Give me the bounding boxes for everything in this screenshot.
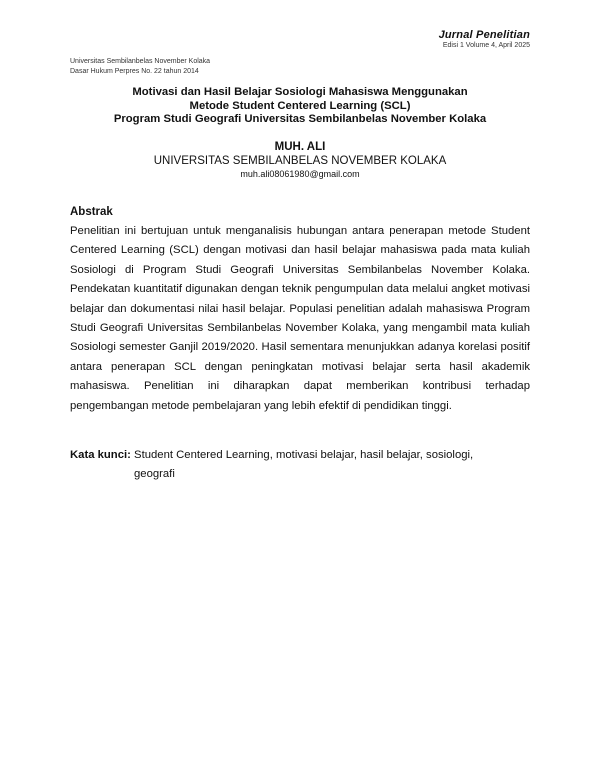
keywords-line-1 xyxy=(70,446,530,465)
journal-name: Jurnal Penelitian xyxy=(438,29,530,41)
institution-header xyxy=(70,57,210,77)
author-block xyxy=(70,140,530,180)
author-affiliation: UNIVERSITAS SEMBILANBELAS NOVEMBER KOLAKA xyxy=(153,155,447,167)
institution-name: Universitas Sembilanbelas November Kolaka xyxy=(70,58,211,65)
title-line-3: Program Studi Geografi Universitas Sembilanbelas November Kolaka xyxy=(113,113,487,125)
keywords-label: Kata kunci: xyxy=(70,449,131,461)
journal-header xyxy=(439,29,530,49)
keywords xyxy=(70,446,530,485)
author-email: muh.ali08061980@gmail.com xyxy=(240,169,360,179)
keywords-line-2: geografi xyxy=(134,468,175,481)
keywords-text: Student Centered Learning, motivasi belajar, hasil belajar, sosiologi, xyxy=(130,449,474,461)
title-line-1: Motivasi dan Hasil Belajar Sosiologi Mahasiswa Menggunakan xyxy=(132,86,468,98)
title-line-2: Metode Student Centered Learning (SCL) xyxy=(189,99,411,112)
abstract-body: Penelitian ini bertujuan untuk menganalisis hubungan antara penerapan metode Student Centered Learning (SCL) dengan motivasi dan hasil belajar mahasiswa pada mata kuliah Sosiologi di Program Studi Geografi Universitas Sembilanbelas November Kolaka. Pendekatan kuantitatif digunakan dengan teknik pengumpulan data melalui angket motivasi belajar dan dokumentasi nilai hasil belajar. Populasi penelitian adalah mahasiswa Program Studi Geografi Universitas Sembilanbelas November Kolaka, yang mengambil mata kuliah Sosiologi semester Ganjil 2019/2020. Hasil sementara menunjukkan adanya korelasi positif antara penerapan SCL dengan peningkatan motivasi belajar serta hasil akademik mahasiswa. Penelitian ini diharapkan dapat memberikan kontribusi terhadap pengembangan metode pembelajaran yang lebih efektif di pendidikan tinggi. xyxy=(70,225,530,412)
abstract-heading: Abstrak xyxy=(70,206,113,218)
paper-title xyxy=(70,86,530,127)
legal-basis: Dasar Hukum Perpres No. 22 tahun 2014 xyxy=(70,68,199,75)
journal-edition: Edisi 1 Volume 4, April 2025 xyxy=(442,42,530,49)
author-name: MUH. ALI xyxy=(274,141,326,153)
